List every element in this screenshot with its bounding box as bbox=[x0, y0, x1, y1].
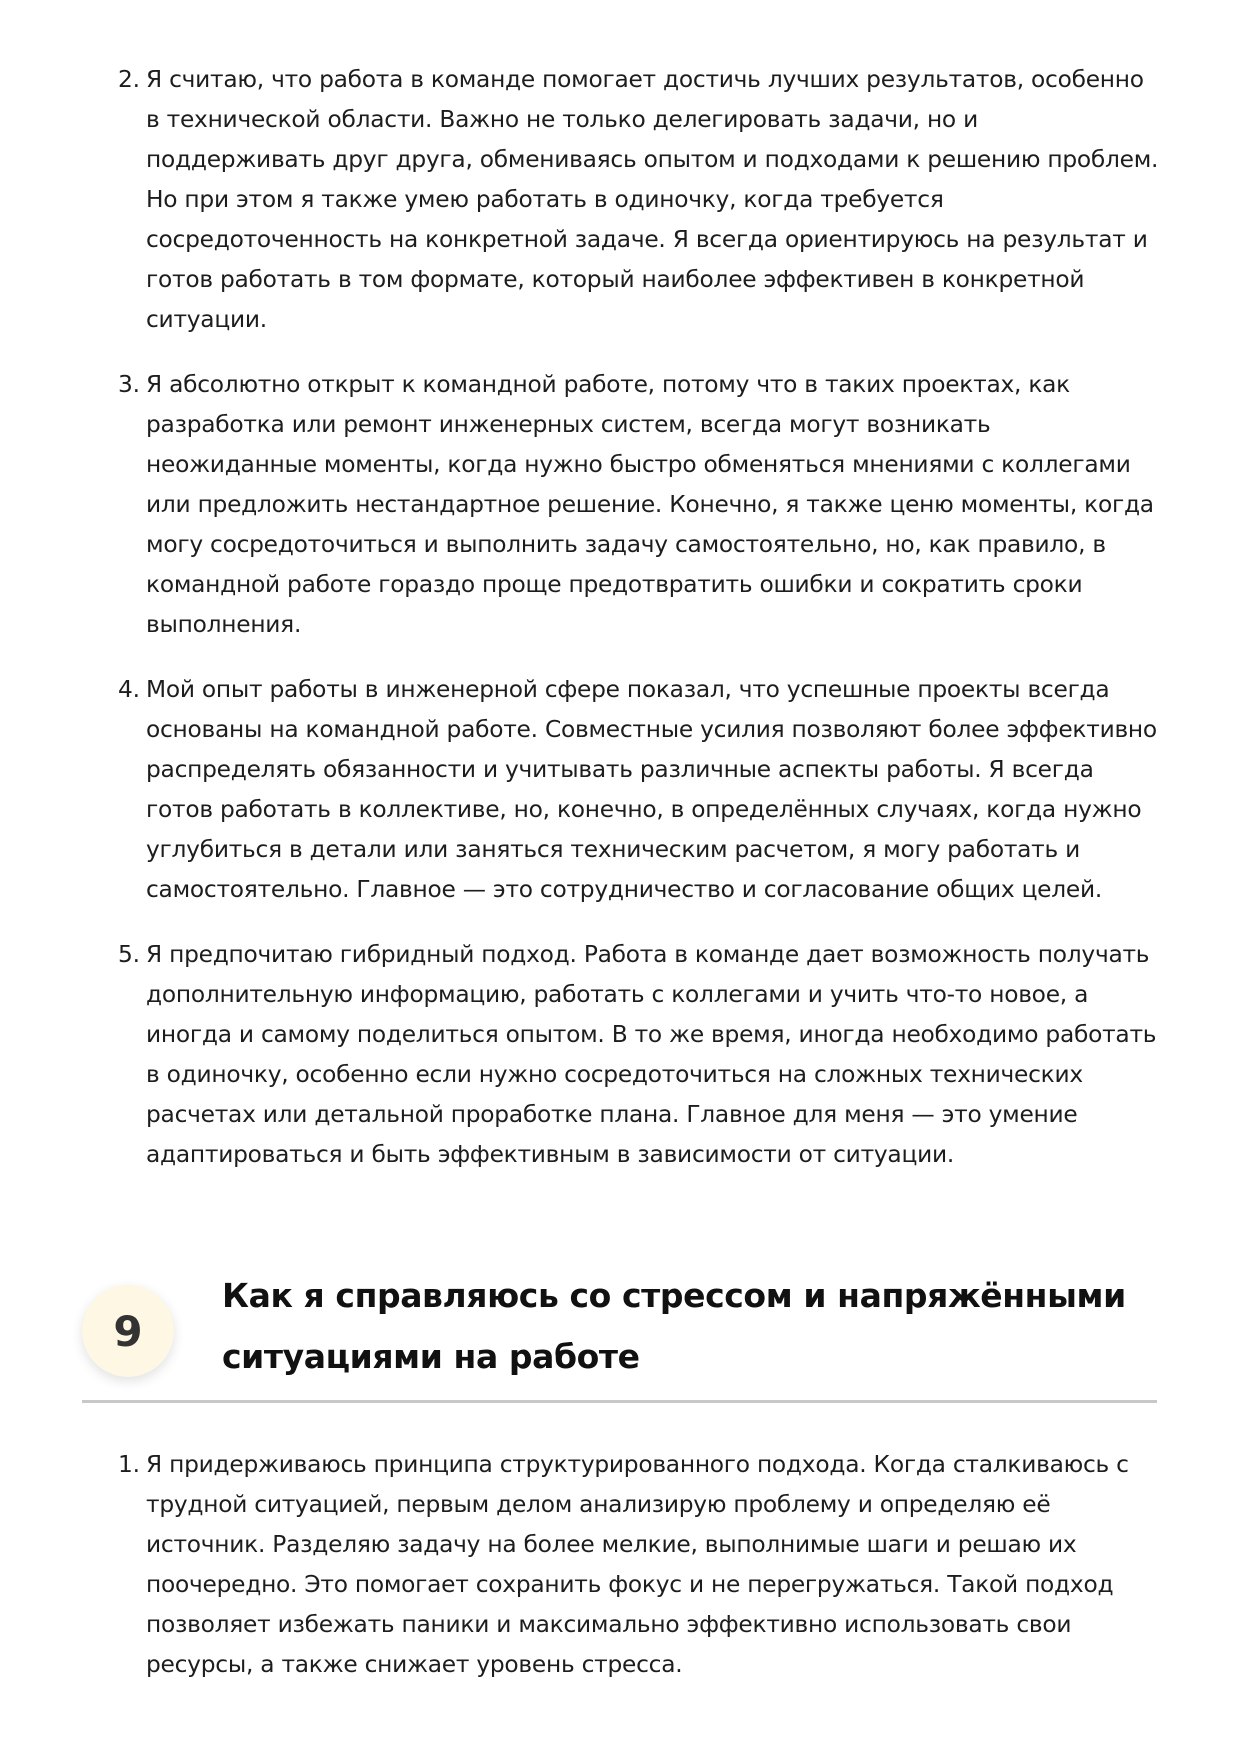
list-item bbox=[118, 60, 1163, 340]
list-item bbox=[118, 935, 1163, 1175]
answers-list-teamwork bbox=[118, 60, 1163, 1200]
list-item-number: 3. bbox=[118, 371, 140, 398]
list-item-number: 4. bbox=[118, 676, 140, 703]
section-divider bbox=[82, 1400, 1157, 1403]
section-header bbox=[82, 1265, 1157, 1401]
list-item-number: 5. bbox=[118, 941, 140, 968]
list-item-text: Мой опыт работы в инженерной сфере показал, что успешные проекты всегда основаны на командной работе. Совместные усилия позволяют более эффективно распределять обязанности и учитывать различные аспекты работы. Я всегда готов работать в коллективе, но, конечно, в определённых случаях, когда нужно углубиться в детали или заняться техническим расчетом, я могу работать и самостоятельно. Главное — это сотрудничество и согласование общих целей. bbox=[146, 676, 1157, 903]
list-item bbox=[118, 365, 1163, 645]
answers-list-stress bbox=[118, 1445, 1163, 1685]
list-item bbox=[118, 1445, 1163, 1685]
section-number-badge: 9 bbox=[82, 1285, 174, 1377]
list-item-text: Я считаю, что работа в команде помогает достичь лучших результатов, особенно в технической области. Важно не только делегировать задачи, но и поддерживать друг друга, обмениваясь опытом и подходами к решению проблем. Но при этом я также умею работать в одиночку, когда требуется сосредоточенность на конкретной задаче. Я всегда ориентируюсь на результат и готов работать в том формате, который наиболее эффективен в конкретной ситуации. bbox=[146, 66, 1159, 333]
list-item-text: Я придерживаюсь принципа структурированного подхода. Когда сталкиваюсь с трудной ситуацией, первым делом анализирую проблему и определяю её источник. Разделяю задачу на более мелкие, выполнимые шаги и решаю их поочередно. Это помогает сохранить фокус и не перегружаться. Такой подход позволяет избежать паники и максимально эффективно использовать свои ресурсы, а также снижает уровень стресса. bbox=[146, 1451, 1129, 1678]
list-item bbox=[118, 670, 1163, 910]
list-item-text: Я предпочитаю гибридный подход. Работа в команде дает возможность получать дополнительную информацию, работать с коллегами и учить что-то новое, а иногда и самому поделиться опытом. В то же время, иногда необходимо работать в одиночку, особенно если нужно сосредоточиться на сложных технических расчетах или детальной проработке плана. Главное для меня — это умение адаптироваться и быть эффективным в зависимости от ситуации. bbox=[146, 941, 1157, 1168]
list-item-text: Я абсолютно открыт к командной работе, потому что в таких проектах, как разработка или ремонт инженерных систем, всегда могут возникать неожиданные моменты, когда нужно быстро обменяться мнениями с коллегами или предложить нестандартное решение. Конечно, я также ценю моменты, когда могу сосредоточиться и выполнить задачу самостоятельно, но, как правило, в командной работе гораздо проще предотвратить ошибки и сократить сроки выполнения. bbox=[146, 371, 1154, 638]
list-item-number: 1. bbox=[118, 1451, 140, 1478]
list-item-number: 2. bbox=[118, 66, 140, 93]
section-title: Как я справляюсь со стрессом и напряжёнными ситуациями на работе bbox=[222, 1276, 1126, 1376]
